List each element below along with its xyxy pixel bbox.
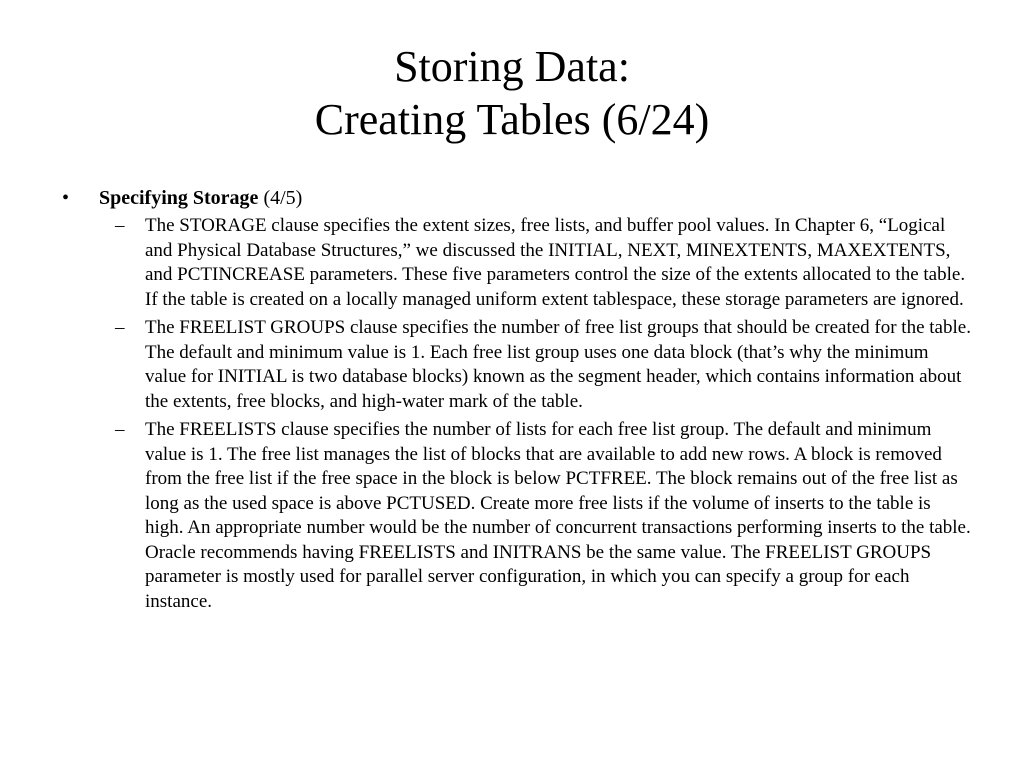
slide-title bbox=[0, 40, 1024, 146]
bullet-heading-suffix: (4/5) bbox=[258, 187, 303, 209]
sub-bullet-text: The STORAGE clause specifies the extent sizes, free lists, and buffer pool values. In Chapter 6, “Logical and Physical Database Structures,” we discussed the INITIAL, NEXT, MINEXTENTS, MAXEXTENTS, and PCTINCREASE parameters. These five parameters control the size of the extents allocated to the table. If the table is created on a locally managed uniform extent tablespace, these storage parameters are ignored. bbox=[145, 215, 966, 310]
sub-bullet-marker: – bbox=[115, 419, 125, 440]
sub-bullet-list bbox=[62, 214, 972, 614]
sub-bullet-item bbox=[62, 316, 972, 414]
bullet-marker: • bbox=[62, 187, 70, 209]
sub-bullet-marker: – bbox=[115, 215, 125, 236]
slide-title-line-2: Creating Tables (6/24) bbox=[314, 95, 710, 144]
sub-bullet-marker: – bbox=[115, 317, 125, 338]
sub-bullet-text: The FREELISTS clause specifies the number of lists for each free list group. The default and minimum value is 1. The free list manages the list of blocks that are available to add new rows. A block is removed from the free list if the free space in the block is below PCTFREE. The block remains out of the free list as long as the used space is above PCTUSED. Create more free lists if the volume of inserts to the table is high. An appropriate number would be the number of concurrent transactions performing inserts to the table. Oracle recommends having FREELISTS and INITRANS be the same value. The FREELIST GROUPS parameter is mostly used for parallel server configuration, in which you can specify a group for each instance. bbox=[145, 419, 971, 612]
sub-bullet-text: The FREELIST GROUPS clause specifies the number of free list groups that should be created for the table. The default and minimum value is 1. Each free list group uses one data block (that’s why the minimum value for INITIAL is two database blocks) known as the segment header, which contains information about the extents, free blocks, and high-water mark of the table. bbox=[145, 317, 971, 412]
bullet-heading: Specifying Storage bbox=[99, 187, 259, 209]
slide-title-line-1: Storing Data: bbox=[394, 42, 630, 91]
sub-bullet-item bbox=[62, 214, 972, 312]
slide-body bbox=[62, 184, 972, 618]
sub-bullet-item bbox=[62, 418, 972, 614]
bullet-item bbox=[62, 184, 972, 212]
